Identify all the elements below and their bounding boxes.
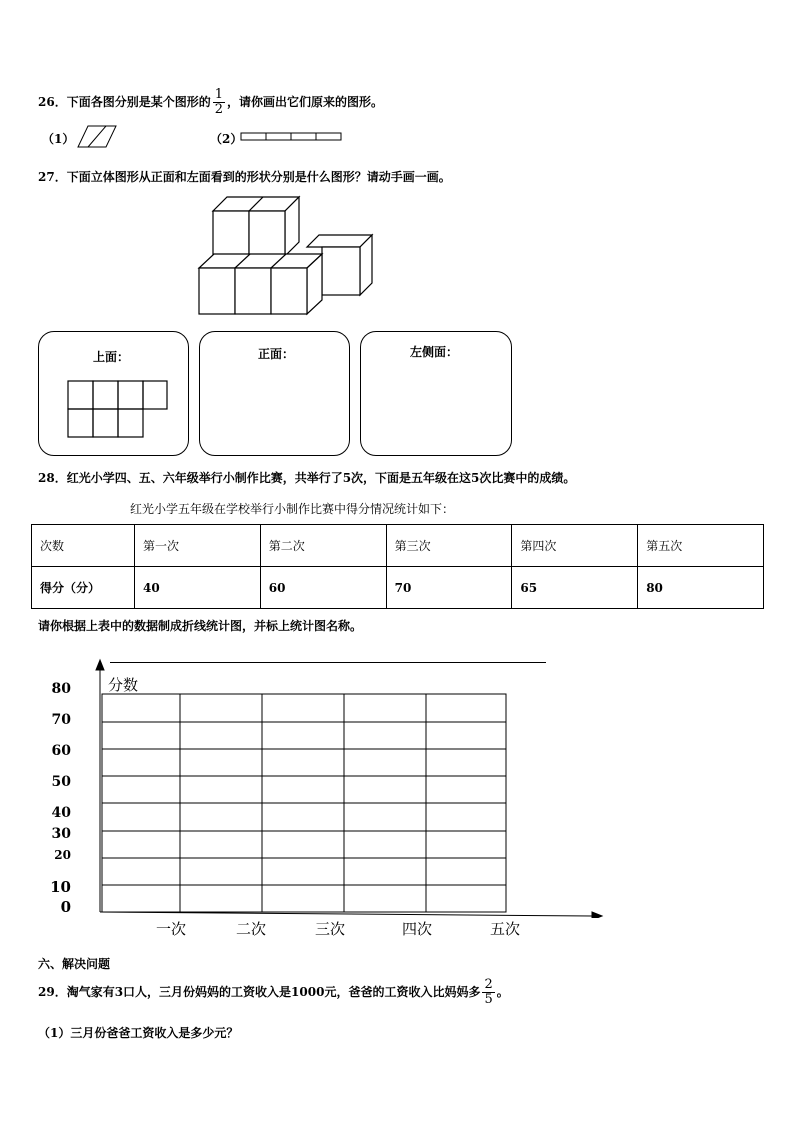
q28-instruction: 请你根据上表中的数据制成折线统计图，并标上统计图名称。	[38, 619, 363, 633]
y-tick-label: 50	[51, 774, 71, 790]
table-header-cell: 第一次	[135, 525, 261, 567]
x-tick-label: 四次	[402, 920, 433, 938]
q29-text-after: 。	[496, 985, 509, 999]
table-header-cell: 第四次	[512, 525, 638, 567]
q29-sub1: （1）三月份爸爸工资收入是多少元？	[38, 1026, 239, 1040]
y-tick-label: 80	[51, 681, 71, 697]
y-tick-label: 0	[60, 898, 71, 916]
q29-text-before: 淘气家有3口人，三月份妈妈的工资收入是1000元，爸爸的工资收入比妈妈多	[66, 985, 481, 999]
line-chart-grid[interactable]	[90, 656, 610, 918]
x-tick-label: 三次	[315, 920, 346, 938]
chart-ylabel: 分数	[108, 676, 139, 694]
table-header-cell: 第五次	[638, 525, 764, 567]
x-tick-label: 二次	[236, 920, 267, 938]
y-tick-label: 10	[50, 878, 71, 896]
parallelogram-figure	[76, 124, 118, 150]
q26-fraction-numerator: 1	[214, 87, 223, 102]
table-header-cell: 第三次	[386, 525, 512, 567]
table-cell: 40	[135, 567, 261, 609]
table-row	[32, 525, 764, 567]
q28-line	[38, 469, 575, 486]
table-cell: 70	[386, 567, 512, 609]
table-cell: 80	[638, 567, 764, 609]
y-tick-label: 20	[54, 848, 71, 862]
x-tick-label: 一次	[156, 920, 187, 938]
table-caption: 红光小学五年级在学校举行小制作比赛中得分情况统计如下：	[130, 502, 455, 516]
q29-number: 29．	[38, 985, 67, 999]
y-tick-label: 70	[51, 712, 71, 728]
left-view-label: 左侧面：	[410, 345, 459, 359]
y-tick-label: 30	[51, 826, 71, 842]
x-tick-label: 五次	[490, 920, 521, 938]
q29-fraction-denominator: 5	[484, 992, 493, 1007]
y-tick-label: 60	[51, 743, 71, 759]
q28-number: 28．	[38, 471, 67, 485]
q29-line	[38, 978, 509, 1007]
table-header-cell: 第二次	[260, 525, 386, 567]
q27-text: 下面立体图形从正面和左面看到的形状分别是什么图形？请动手画一画。	[66, 170, 451, 184]
section6-heading: 六、解决问题	[38, 957, 111, 971]
q26-text-before: 下面各图分别是某个图形的	[66, 95, 211, 109]
q26-fraction	[213, 88, 225, 117]
top-view-label: 上面：	[93, 350, 130, 364]
y-tick-label: 40	[51, 805, 71, 821]
q28-text: 红光小学四、五、六年级举行小制作比赛，共举行了5次，下面是五年级在这5次比赛中的成绩。	[66, 471, 576, 485]
table-header-cell: 次数	[32, 525, 135, 567]
front-view-label: 正面：	[258, 347, 295, 361]
table-cell: 60	[260, 567, 386, 609]
q27-number: 27．	[38, 170, 67, 184]
table-cell: 65	[512, 567, 638, 609]
top-view-grid	[67, 380, 169, 440]
q27-line	[38, 168, 451, 185]
table-row	[32, 567, 764, 609]
q26-part2-label: （2）	[210, 132, 243, 146]
table-row-label: 得分（分）	[32, 567, 135, 609]
cube-solid-figure	[195, 190, 380, 318]
score-table	[31, 524, 764, 609]
q26-part1-label: （1）	[42, 132, 75, 146]
strip-figure	[240, 132, 344, 142]
q26-fraction-denominator: 2	[214, 102, 223, 117]
q29-fraction-numerator: 2	[484, 977, 493, 992]
q26-text-after: ，请你画出它们原来的图形。	[227, 95, 384, 109]
q29-fraction	[482, 978, 494, 1007]
q26-line	[38, 88, 383, 117]
q26-number: 26．	[38, 95, 67, 109]
